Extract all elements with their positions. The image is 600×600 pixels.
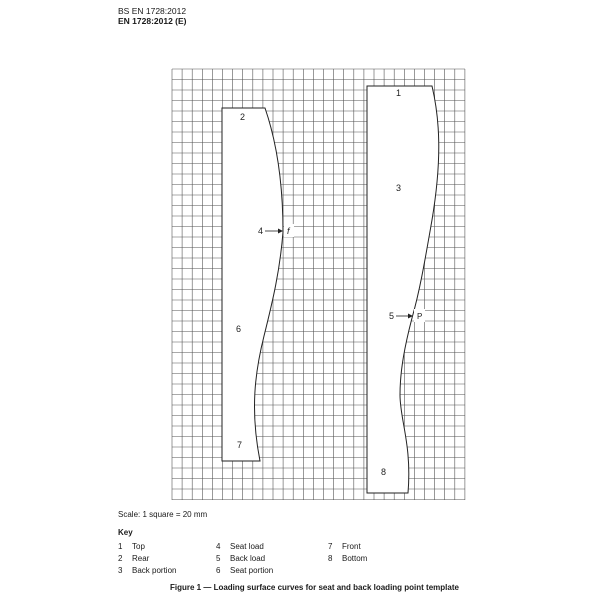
key-label: Seat load [230, 542, 264, 551]
key-number: 2 [118, 554, 123, 563]
scale-note: Scale: 1 square = 20 mm [118, 510, 208, 519]
key-item [118, 554, 149, 564]
figure-caption: Figure 1 — Loading surface curves for seat and back loading point template [170, 583, 459, 592]
key-number: 3 [118, 566, 123, 575]
key-item [328, 542, 361, 552]
key-label: Front [342, 542, 361, 551]
standard-edition: EN 1728:2012 (E) [118, 16, 187, 26]
key-number: 1 [118, 542, 123, 551]
back-label-back-portion: 3 [396, 183, 402, 193]
key-label: Back load [230, 554, 266, 563]
back-point-label: P [417, 312, 423, 321]
seat-label-seat-portion: 6 [236, 324, 242, 334]
key-label: Back portion [132, 566, 177, 575]
back-label-top: 1 [396, 88, 402, 98]
key-title: Key [118, 528, 133, 537]
key-number: 7 [328, 542, 333, 551]
seat-label-rear: 2 [240, 112, 246, 122]
key-number: 8 [328, 554, 333, 563]
key-item [216, 566, 273, 576]
key-number: 5 [216, 554, 221, 563]
seat-label-front: 7 [237, 440, 243, 450]
seat-template-outline [222, 108, 283, 461]
key-item [118, 542, 145, 552]
back-label-back-load: 5 [389, 311, 395, 321]
key-item [216, 554, 265, 564]
key-item [216, 542, 264, 552]
key-item [328, 554, 367, 564]
seat-point-label: f [287, 226, 290, 236]
key-label: Top [132, 542, 145, 551]
key-label: Seat portion [230, 566, 274, 575]
key-number: 4 [216, 542, 221, 551]
standard-number: BS EN 1728:2012 [118, 6, 187, 16]
back-label-bottom: 8 [381, 467, 387, 477]
key-label: Bottom [342, 554, 368, 563]
key-label: Rear [132, 554, 150, 563]
key-number: 6 [216, 566, 221, 575]
key-item [118, 566, 176, 576]
seat-label-seat-load: 4 [258, 226, 264, 236]
